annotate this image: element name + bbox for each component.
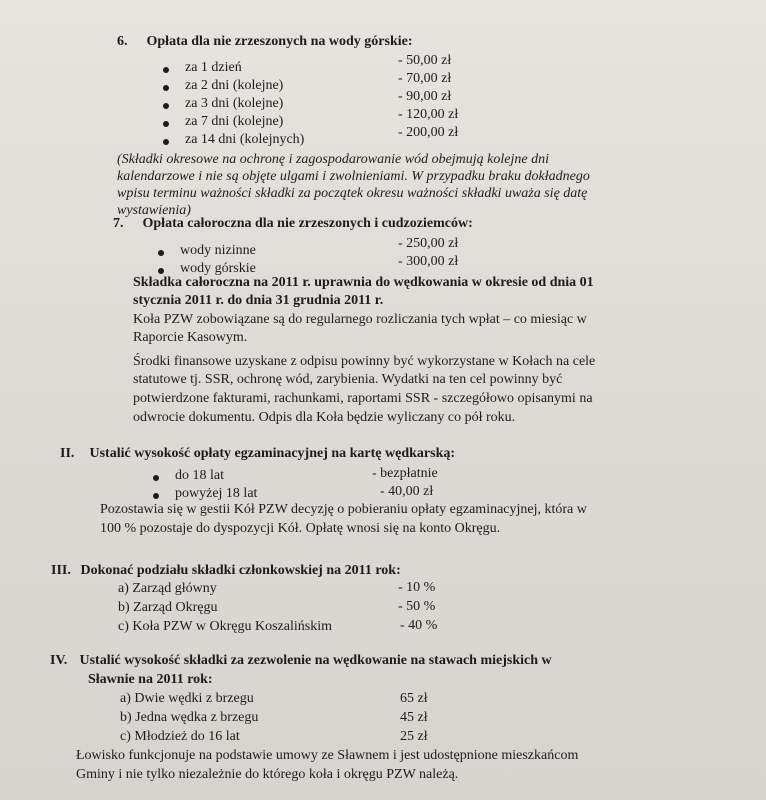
list-item-price: - 300,00 zł bbox=[398, 254, 459, 269]
paragraph-line: 100 % pozostaje do dyspozycji Kół. Opłatę wnosi się na konto Okręgu. bbox=[100, 521, 501, 536]
list-item-label: wody górskie bbox=[180, 261, 256, 276]
section-6-title: Opłata dla nie zrzeszonych na wody górskie: bbox=[146, 34, 413, 49]
list-item-value: - 10 % bbox=[398, 580, 436, 595]
section-7-heading bbox=[113, 216, 473, 232]
section-ii-number: II. bbox=[60, 446, 75, 461]
list-item-label: b) Zarząd Okręgu bbox=[118, 600, 218, 615]
list-item-value: - 50 % bbox=[398, 599, 436, 614]
list-item-price: - 70,00 zł bbox=[398, 71, 452, 86]
section-iii-title: Dokonać podziału składki członkowskiej na 2011 rok: bbox=[80, 563, 401, 578]
section-6-number: 6. bbox=[117, 34, 128, 49]
list-item-value: 45 zł bbox=[400, 710, 428, 725]
list-item-label: b) Jedna wędka z brzegu bbox=[120, 710, 259, 725]
list-item-label: wody nizinne bbox=[180, 243, 256, 258]
note-line: (Składki okresowe na ochronę i zagospodarowanie wód obejmują kolejne dni bbox=[117, 152, 549, 167]
list-item-price: - 90,00 zł bbox=[398, 89, 452, 104]
list-item-label: a) Zarząd główny bbox=[118, 581, 217, 596]
section-iv-title-line: Sławnie na 2011 rok: bbox=[88, 672, 213, 687]
note-line: wystawienia) bbox=[117, 203, 191, 218]
list-item-price: - 250,00 zł bbox=[398, 236, 459, 251]
list-item-price: - bezpłatnie bbox=[372, 466, 438, 481]
section-6-heading bbox=[117, 34, 413, 50]
section-iii-number: III. bbox=[51, 563, 71, 578]
paragraph-line: Raporcie Kasowym. bbox=[133, 330, 248, 345]
paragraph-line: Łowisko funkcjonuje na podstawie umowy ze Sławnem i jest udostępnione mieszkańcom bbox=[76, 748, 579, 763]
bold-note-line: Składka całoroczna na 2011 r. uprawnia do wędkowania w okresie od dnia 01 bbox=[133, 275, 594, 290]
list-item-label: za 2 dni (kolejne) bbox=[185, 78, 284, 93]
list-item-value: 65 zł bbox=[400, 691, 428, 706]
list-item-price: - 120,00 zł bbox=[398, 107, 459, 122]
section-iii-heading bbox=[51, 563, 401, 579]
paragraph-line: Gminy i nie tylko niezależnie do którego koła i okręgu PZW należą. bbox=[76, 767, 459, 782]
list-item-price: - 200,00 zł bbox=[398, 125, 459, 140]
list-item-label: c) Młodzież do 16 lat bbox=[120, 729, 240, 744]
list-item-label: a) Dwie wędki z brzegu bbox=[120, 691, 254, 706]
paragraph-line: potwierdzone fakturami, rachunkami, raportami SSR - szczegółowo opisanymi na bbox=[133, 391, 593, 406]
list-item-label: za 14 dni (kolejnych) bbox=[185, 132, 305, 147]
section-7-number: 7. bbox=[113, 216, 124, 231]
list-item-label: za 7 dni (kolejne) bbox=[185, 114, 284, 129]
paragraph-line: statutowe tj. SSR, ochronę wód, zarybienia. Wydatki na ten cel powinny być bbox=[133, 372, 563, 387]
note-line: wpisu terminu ważności składki za początek okresu ważności składki uważa się datę bbox=[117, 186, 588, 201]
list-item-label: za 3 dni (kolejne) bbox=[185, 96, 284, 111]
section-7-title: Opłata całoroczna dla nie zrzeszonych i cudzoziemców: bbox=[142, 216, 473, 231]
paragraph-line: Koła PZW zobowiązane są do regularnego rozliczania tych wpłat – co miesiąc w bbox=[133, 312, 587, 327]
list-item-label: powyżej 18 lat bbox=[175, 486, 258, 501]
paragraph-line: odwrocie dokumentu. Odpis dla Koła będzie wyliczany co pół roku. bbox=[133, 410, 516, 425]
section-iv-heading bbox=[50, 653, 552, 669]
list-item-label: za 1 dzień bbox=[185, 60, 242, 75]
paragraph-line: Pozostawia się w gestii Kół PZW decyzję o pobieraniu opłaty egzaminacyjnej, która w bbox=[100, 502, 587, 517]
list-item-value: - 40 % bbox=[400, 618, 438, 633]
section-iv-title-line: Ustalić wysokość składki za zezwolenie na wędkowanie na stawach miejskich w bbox=[79, 653, 552, 668]
list-item-label: c) Koła PZW w Okręgu Koszalińskim bbox=[118, 619, 332, 634]
section-ii-heading bbox=[60, 446, 455, 462]
list-item-label: do 18 lat bbox=[175, 468, 224, 483]
list-item-price: - 40,00 zł bbox=[380, 484, 434, 499]
note-line: kalendarzowe i nie są objęte ulgami i zwolnieniami. W przypadku braku dokładnego bbox=[117, 169, 590, 184]
list-item-value: 25 zł bbox=[400, 729, 428, 744]
section-iv-number: IV. bbox=[50, 653, 68, 668]
section-ii-title: Ustalić wysokość opłaty egzaminacyjnej na kartę wędkarską: bbox=[89, 446, 456, 461]
bold-note-line: stycznia 2011 r. do dnia 31 grudnia 2011 r. bbox=[133, 293, 384, 308]
paragraph-line: Środki finansowe uzyskane z odpisu powinny być wykorzystane w Kołach na cele bbox=[133, 354, 596, 369]
list-item-price: - 50,00 zł bbox=[398, 53, 452, 68]
